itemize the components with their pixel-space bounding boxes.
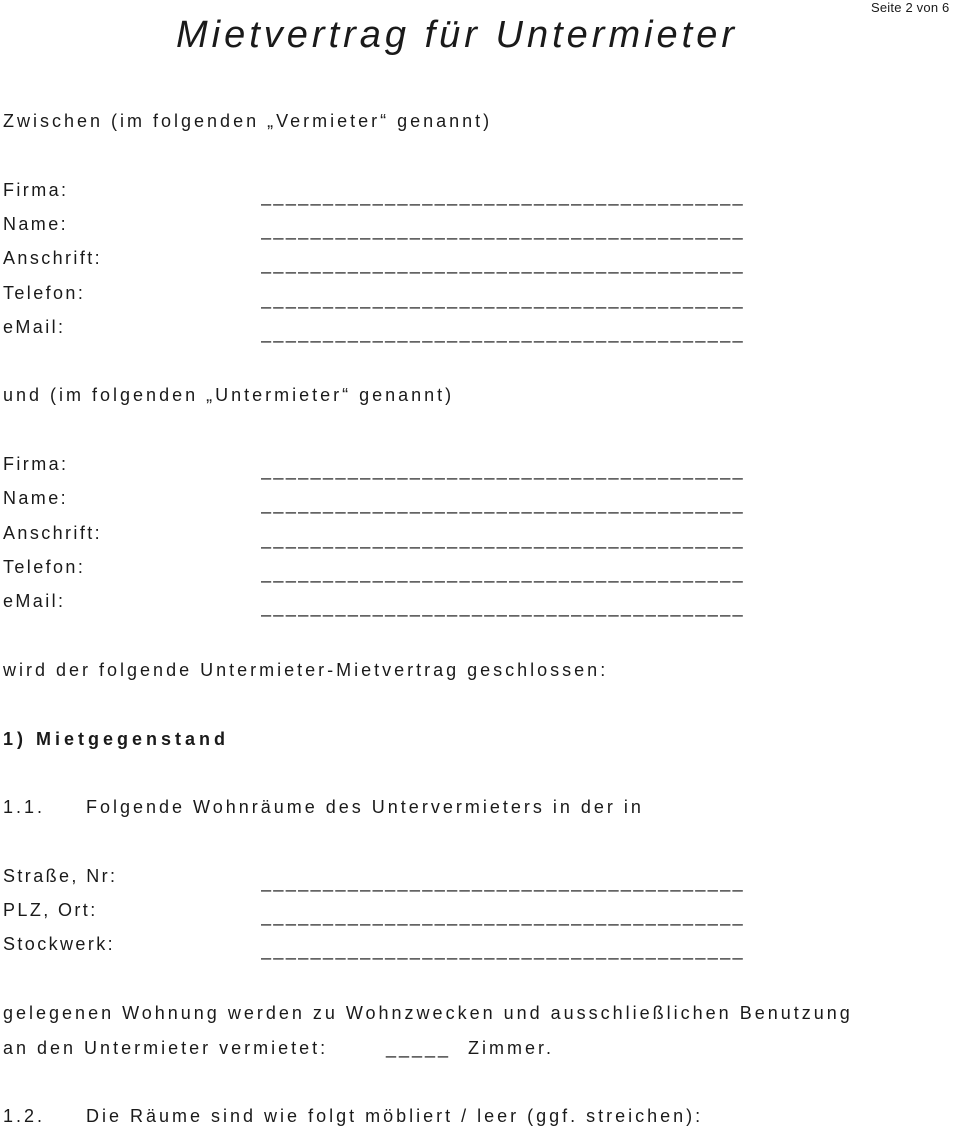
usage-line-2-prefix: an den Untermieter vermietet:: [3, 1038, 329, 1058]
strasse-field[interactable]: _______________________________________: [261, 872, 746, 892]
clause-1-1-number: 1.1.: [3, 797, 46, 817]
plz-ort-field[interactable]: _______________________________________: [261, 906, 746, 926]
tenant-intro: und (im folgenden „Untermieter“ genannt): [3, 385, 455, 405]
clause-1-2-text: Die Räume sind wie folgt möbliert / leer (ggf. streichen):: [86, 1106, 704, 1126]
tenant-firma-label: Firma:: [3, 454, 69, 474]
tenant-name-field[interactable]: _______________________________________: [261, 494, 746, 514]
page-number: Seite 2 von 6: [871, 0, 950, 15]
document-title: Mietvertrag für Untermieter: [176, 14, 739, 56]
tenant-anschrift-label: Anschrift:: [3, 523, 103, 543]
landlord-telefon-label: Telefon:: [3, 283, 86, 303]
clause-1-2-number: 1.2.: [3, 1106, 46, 1126]
tenant-email-label: eMail:: [3, 591, 66, 611]
section-1-heading: 1) Mietgegenstand: [3, 729, 230, 749]
landlord-email-field[interactable]: _______________________________________: [261, 323, 746, 343]
tenant-telefon-field[interactable]: _______________________________________: [261, 563, 746, 583]
tenant-telefon-label: Telefon:: [3, 557, 86, 577]
tenant-email-field[interactable]: _______________________________________: [261, 597, 746, 617]
landlord-firma-label: Firma:: [3, 180, 69, 200]
plz-ort-label: PLZ, Ort:: [3, 900, 98, 920]
landlord-anschrift-label: Anschrift:: [3, 248, 103, 268]
stockwerk-field[interactable]: _______________________________________: [261, 940, 746, 960]
landlord-firma-field[interactable]: _______________________________________: [261, 186, 746, 206]
tenant-firma-field[interactable]: _______________________________________: [261, 460, 746, 480]
landlord-name-label: Name:: [3, 214, 69, 234]
landlord-telefon-field[interactable]: _______________________________________: [261, 289, 746, 309]
stockwerk-label: Stockwerk:: [3, 934, 116, 954]
contract-statement: wird der folgende Untermieter-Mietvertrag geschlossen:: [3, 660, 609, 680]
landlord-name-field[interactable]: _______________________________________: [261, 220, 746, 240]
tenant-name-label: Name:: [3, 488, 69, 508]
tenant-anschrift-field[interactable]: _______________________________________: [261, 529, 746, 549]
strasse-label: Straße, Nr:: [3, 866, 118, 886]
landlord-anschrift-field[interactable]: _______________________________________: [261, 254, 746, 274]
usage-line-1: gelegenen Wohnung werden zu Wohnzwecken und ausschließlichen Benutzung: [3, 1003, 853, 1023]
landlord-email-label: eMail:: [3, 317, 66, 337]
rooms-count-field[interactable]: _____: [386, 1038, 452, 1058]
usage-line-2-suffix: Zimmer.: [468, 1038, 554, 1058]
clause-1-1-text: Folgende Wohnräume des Untervermieters in der in: [86, 797, 644, 817]
landlord-intro: Zwischen (im folgenden „Vermieter“ genannt): [3, 111, 493, 131]
